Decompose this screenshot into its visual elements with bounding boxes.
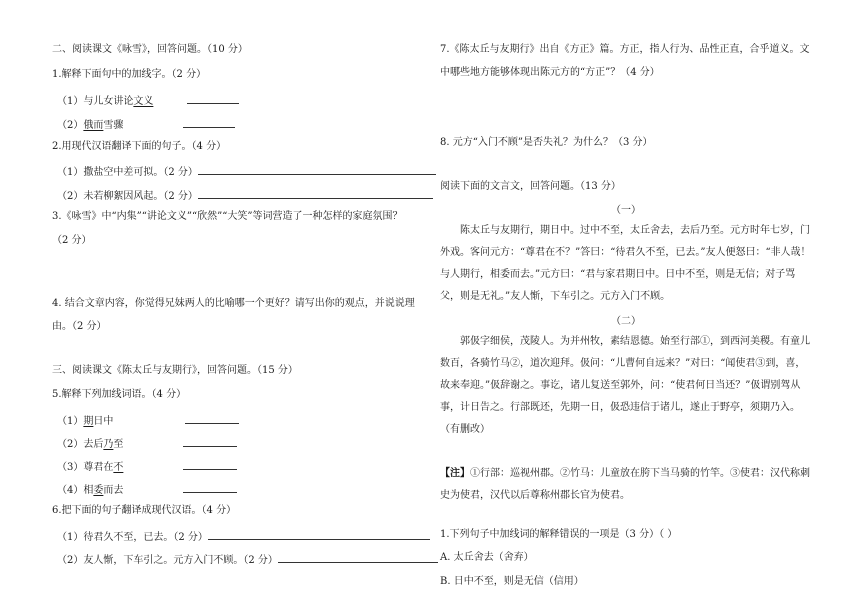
- answer-blank[interactable]: [187, 92, 239, 104]
- question-3-line-2: （2 分）: [52, 235, 92, 246]
- question-3-line-1: 3.《咏雪》中“内集”“讲论文义”“欣然”“大笑”等词营造了一种怎样的家庭氛围？: [52, 211, 403, 222]
- question-4-line-2: 由。（2 分）: [52, 321, 107, 332]
- option-b: B. 日中不至，则是无信（信用）: [440, 576, 584, 587]
- section-2-title: 二、阅读课文《咏雪》，回答问题。（10 分）: [52, 44, 248, 55]
- question-2-1: （1）撒盐空中差可拟。（2 分）: [57, 163, 436, 180]
- part-2-passage: 郭伋字细侯，茂陵人。为并州牧，素结恩德。始至行部①，到西河美稷。有童儿数百，各骑竹马②，道次迎拜。伋问：“儿曹何自远来？”对曰：“闻使君③到，喜，故来奉迎。”伋辞谢之。事讫，诸儿复送至郭外，问：“使君何日当还？”伋谓别驾从事，计日告之。行部既还，先期一日，伋恐违信于诸儿，遂止于野亭，须期乃入。（有删改）: [440, 336, 810, 435]
- question-5: 5.解释下列加线词语。（4 分）: [52, 389, 187, 400]
- answer-blank[interactable]: [183, 458, 237, 470]
- question-4-line-1: 4. 结合文章内容，你觉得兄妹两人的比喻哪一个更好？请写出你的观点，并说说理: [52, 298, 415, 309]
- question-6-2: （2）友人惭，下车引之。元方入门不顾。（2 分）: [57, 551, 438, 568]
- answer-line[interactable]: [198, 187, 433, 199]
- question-5-1: （1）期日中: [57, 412, 239, 429]
- answer-blank[interactable]: [183, 435, 237, 447]
- answer-line[interactable]: [278, 551, 438, 563]
- question-1: 1.解释下面句中的加线字。（2 分）: [52, 69, 207, 80]
- reading-intro: 阅读下面的文言文，回答问题。（13 分）: [440, 181, 621, 192]
- multiple-choice-question-1: 1.下列句子中加线词的解释错误的一项是（3 分）（ ）: [440, 529, 678, 540]
- answer-blank[interactable]: [183, 116, 235, 128]
- question-8: 8. 元方“入门不顾”是否失礼？为什么？（3 分）: [440, 137, 653, 148]
- question-6: 6.把下面的句子翻译成现代汉语。（4 分）: [52, 505, 237, 516]
- part-1-passage: 陈太丘与友期行，期日中。过中不至，太丘舍去，去后乃至。元方时年七岁，门外戏。客问元方：“尊君在不？”答曰：“待君久不至，已去。”友人便怒曰：“非人哉！与人期行，相委而去。”元方曰：“君与家君期日中。日中不至，则是无信；对子骂父，则是无礼。”友人惭，下车引之。元方入门不顾。: [440, 225, 811, 302]
- part-1-label: （一）: [611, 205, 641, 216]
- answer-line[interactable]: [198, 163, 436, 175]
- question-2: 2.用现代汉语翻译下面的句子。（4 分）: [52, 141, 227, 152]
- question-5-4: （4）相委而去: [57, 481, 237, 498]
- answer-blank[interactable]: [185, 412, 239, 424]
- question-5-3: （3）尊君在不: [57, 458, 237, 475]
- question-7-line-1: 7.《陈太丘与友期行》出自《方正》篇。方正，指人行为、品性正直，合乎道义。文: [440, 44, 810, 55]
- section-3-title: 三、阅读课文《陈太丘与友期行》，回答问题。（15 分）: [52, 365, 298, 376]
- question-6-1: （1）待君久不至，已去。（2 分）: [57, 528, 430, 545]
- question-1-2: （2）俄而雪骤: [57, 116, 235, 133]
- answer-line[interactable]: [208, 528, 430, 540]
- answer-blank[interactable]: [183, 481, 237, 493]
- question-1-1: （1）与儿女讲论文义: [57, 92, 239, 109]
- annotation-note: 【注】①行部：巡视州郡。②竹马：儿童放在胯下当马骑的竹竿。③使君：汉代称刺史为使君，汉代以后尊称州郡长官为使君。: [440, 468, 810, 501]
- question-5-2: （2）去后乃至: [57, 435, 237, 452]
- question-2-2: （2）未若柳絮因风起。（2 分）: [57, 187, 433, 204]
- part-2-label: （二）: [611, 316, 641, 327]
- option-a: A. 太丘舍去（舍弃）: [440, 552, 534, 563]
- question-7-line-2: 中哪些地方能够体现出陈元方的“方正”？（4 分）: [440, 67, 660, 78]
